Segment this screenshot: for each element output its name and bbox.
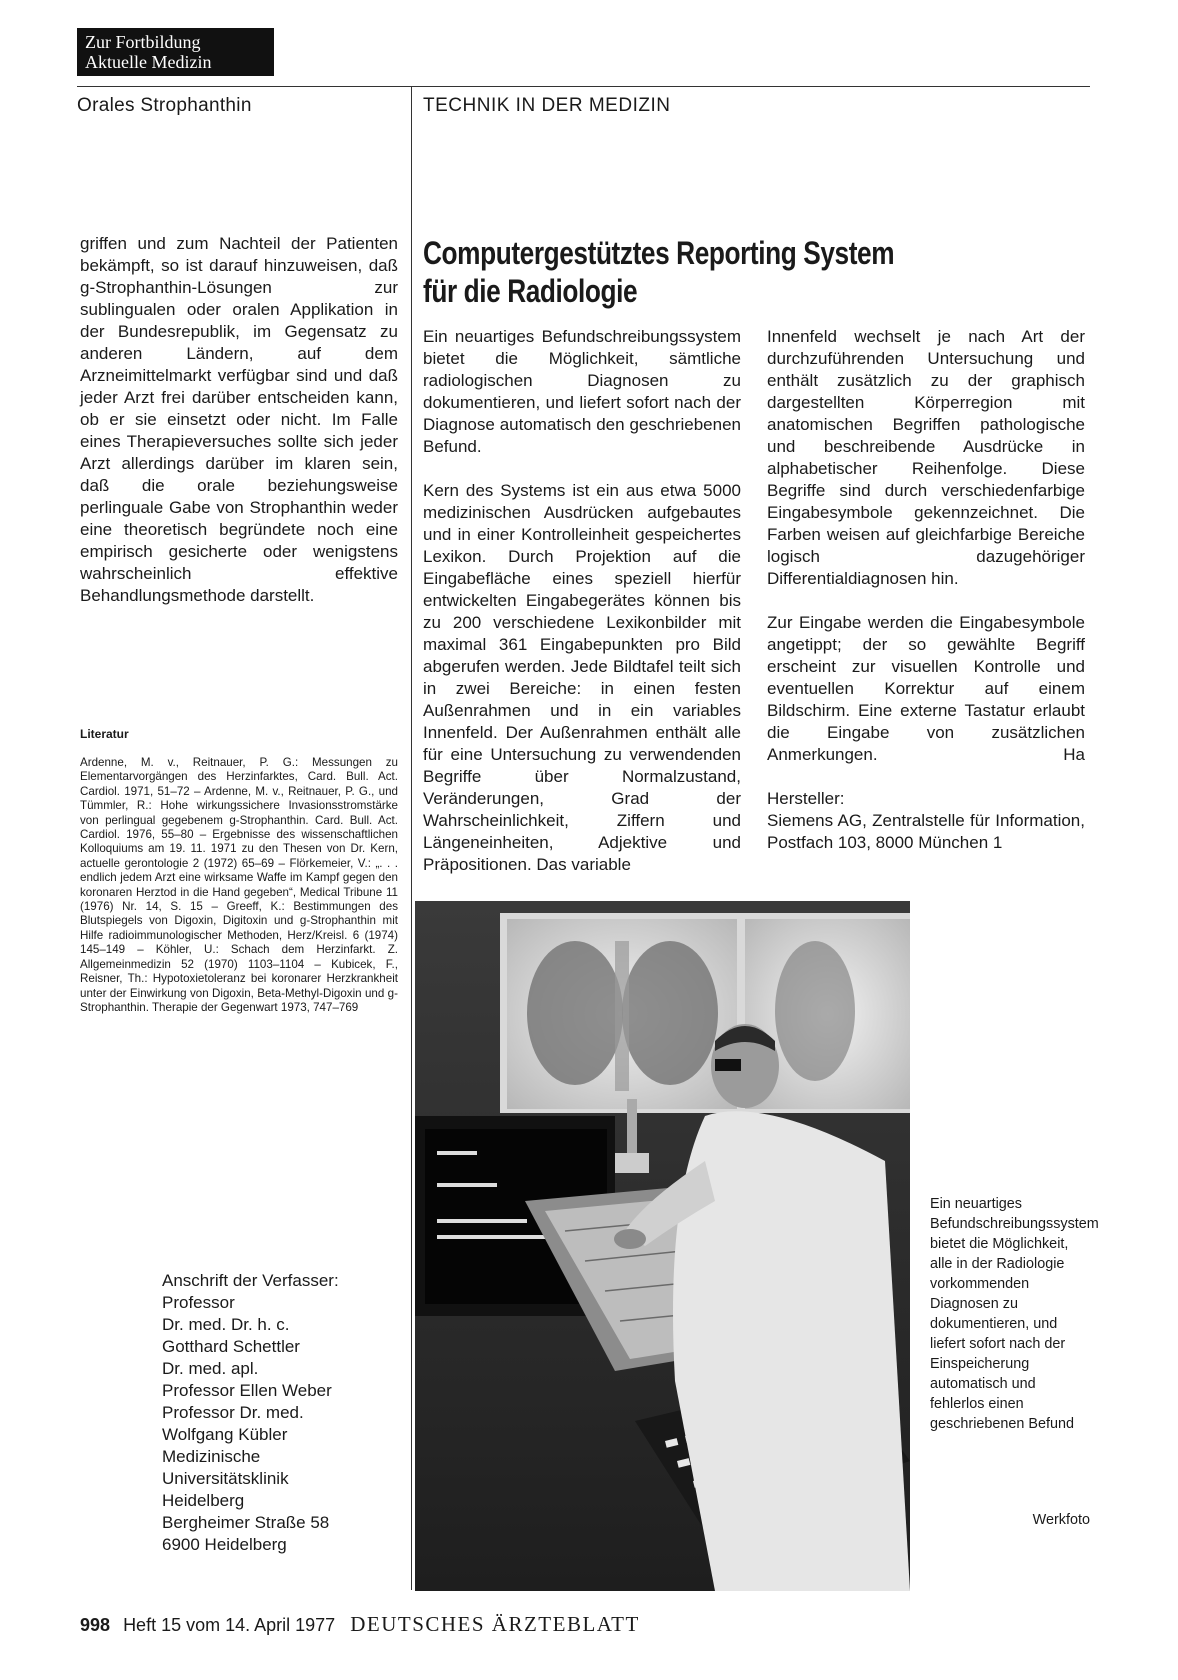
address-line: Universitätsklinik xyxy=(162,1469,289,1488)
article-headline xyxy=(423,234,964,310)
address-line: Bergheimer Straße 58 xyxy=(162,1513,330,1532)
article-column-2 xyxy=(423,326,741,876)
headline-line2: für die Radiologie xyxy=(423,273,638,309)
address-line: Professor Dr. med. xyxy=(162,1403,304,1422)
article-column-3 xyxy=(767,326,1085,854)
article-photo xyxy=(415,901,910,1591)
article-paragraph: Ein neuartiges Befundschreibungssystem bietet die Möglichkeit, sämtliche radiologischen Diagnosen zu dokumentieren, und liefert sofort nach der Diagnose automatisch den geschriebenen Befund. xyxy=(423,327,741,456)
photo-caption: Ein neuartiges Befundschreibungssystem bietet die Möglichkeit, alle in der Radiologie vorkommenden Diagnosen zu dokumentieren, und liefert sofort nach der Einspeicherung automatisch und fehlerlos einen geschriebenen Befund xyxy=(930,1196,1099,1432)
address-line: Medizinische xyxy=(162,1447,261,1466)
address-line: Heidelberg xyxy=(162,1491,245,1510)
section-tag-line1: Zur Fortbildung xyxy=(85,32,201,52)
author-signature: Ha xyxy=(1063,745,1085,764)
article-paragraph: Zur Eingabe werden die Eingabesymbole angetippt; der so gewählte Begriff erscheint zur visuellen Kontrolle und eventuellen Korrektur auf einem Bildschirm. Eine externe Tastatur erlaubt die Eingabe von zusätzlichen Anmerkungen. xyxy=(767,613,1085,764)
address-line: Gotthard Schettler xyxy=(162,1337,300,1356)
journal-name: DEUTSCHES ÄRZTEBLATT xyxy=(350,1612,640,1636)
address-line: Professor xyxy=(162,1293,235,1312)
article-paragraph-with-signature xyxy=(767,612,1085,766)
address-line: Wolfgang Kübler xyxy=(162,1425,288,1444)
page-number: 998 xyxy=(80,1615,111,1635)
column-divider xyxy=(411,86,412,1590)
radiologist-photo-illustration xyxy=(415,901,910,1591)
literature-text: Ardenne, M. v., Reitnauer, P. G.: Messungen zu Elementarvorgängen des Herzinfarktes, Card. Bull. Act. Cardiol. 1971, 51–72 – Ardenne, M. v., Reitnauer, P. G., und Tümmler, R.: Hohe wirkungssichere Invasionsstromstärke von perlingual gegebenem g-Strophanthin. Card. Bull. Act. Cardiol. 1976, 55–80 – Ergebnisse des wissenschaftlichen Kolloquiums am 19. 11. 1971 zu den Thesen von Dr. Kern, actuelle gerontologie 2 (1972) 65–69 – Flörkemeier, V.: „. . . endlich jedem Arzt eine wirksame Waffe im Kampf gegen den koronaren Herztod in die Hand gegeben“, Medical Tribune 11 (1976) Nr. 14, S. 15 – Greeff, K.: Bestimmungen des Blutspiegels von Digoxin, Digitoxin und g-Strophanthin mit Hilfe radioimmunologischer Methoden, Herz/Kreisl. 6 (1974) 145–149 – Köhler, U.: Schach dem Herzinfarkt. Z. Allgemeinmedizin 52 (1970) 1103–1104 – Kubicek, F., Reisner, Th.: Hypotoxietoleranz bei koronarer Herzkrankheit unter der Einwirkung von Digoxin, Beta-Methyl-Digoxin und g-Strophanthin. Therapie der Gegenwart 1973, 747–769 xyxy=(80,756,398,1014)
author-address xyxy=(162,1270,402,1556)
manufacturer-label: Hersteller: xyxy=(767,789,845,808)
article-paragraph: Kern des Systems ist ein aus etwa 5000 medizinischen Ausdrücken aufgebautes und in einer Kontrolleinheit gespeichertes Lexikon. Durch Projektion auf die Eingabefläche eines speziell hierfür entwickelten Eingabegerätes können bis zu 200 verschiedene Lexikonbilder mit maximal 361 Eingabepunkten pro Bild abgerufen werden. Jede Bildtafel teilt sich in zwei Bereiche: in einen festen Außenrahmen und in ein variables Innenfeld. Der Außenrahmen enthält alle für eine Untersuchung zu verwendenden Begriffe über Normalzustand, Veränderungen, Grad der Wahrscheinlichkeit, Ziffern und Längeneinheiten, Adjektive und Präpositionen. Das variable xyxy=(423,481,741,874)
address-line: Dr. med. apl. xyxy=(162,1359,259,1378)
running-head-left: Orales Strophanthin xyxy=(77,95,252,116)
issue-info: Heft 15 vom 14. April 1977 xyxy=(123,1615,336,1635)
address-line: Anschrift der Verfasser: xyxy=(162,1271,339,1290)
manufacturer-text: Siemens AG, Zentralstelle für Information, Postfach 103, 8000 München 1 xyxy=(767,811,1085,852)
section-tag xyxy=(77,28,274,76)
header-rule xyxy=(77,86,1090,87)
headline-line1: Computergestütztes Reporting System xyxy=(423,235,895,271)
page-footer xyxy=(80,1612,640,1637)
address-line: Professor Ellen Weber xyxy=(162,1381,332,1400)
left-column-body: griffen und zum Nachteil der Patienten bekämpft, so ist darauf hinzuweisen, daß g-Strophanthin-Lösungen zur sublingualen oder oralen Applikation in der Bundesrepublik, im Gegensatz zu anderen Ländern, auf dem Arzneimittelmarkt verfügbar sind und daß jeder Arzt frei darüber entscheiden kann, ob er sie einsetzt oder nicht. Im Falle eines Therapieversuches sollte sich jeder Arzt allerdings darüber im klaren sein, daß die orale beziehungsweise perlinguale Gabe von Strophanthin weder eine theoretisch begründete noch eine empirisch gesicherte oder wenigstens wahrscheinlich effektive Behandlungsmethode darstellt. xyxy=(80,234,398,605)
article-paragraph: Innenfeld wechselt je nach Art der durchzuführenden Untersuchung und enthält zusätzlich zu der graphisch dargestellten Körperregion mit anatomischen Begriffen pathologische und beschreibende Ausdrücke in alphabetischer Reihenfolge. Diese Begriffe sind durch verschiedenfarbige Eingabesymbole gekennzeichnet. Die Farben weisen auf gleichfarbige Bereiche logisch dazugehöriger Differentialdiagnosen hin. xyxy=(767,327,1085,588)
address-line: 6900 Heidelberg xyxy=(162,1535,287,1554)
section-tag-line2: Aktuelle Medizin xyxy=(85,52,212,72)
literature-heading: Literatur xyxy=(80,727,129,741)
photo-credit: Werkfoto xyxy=(1032,1512,1090,1528)
address-line: Dr. med. Dr. h. c. xyxy=(162,1315,290,1334)
running-head-right: TECHNIK IN DER MEDIZIN xyxy=(423,95,671,116)
